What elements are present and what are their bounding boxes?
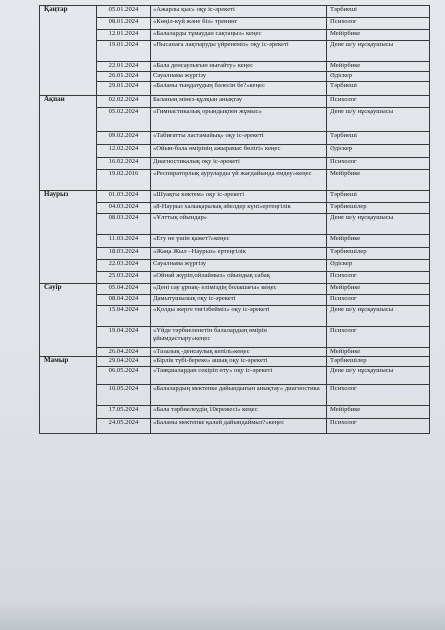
date-cell: 09.02.2024 [97,132,151,145]
month-cell: Мамыр [40,357,97,434]
date-cell: 12.01.2024 [97,30,151,41]
responsible-cell: Тәрбиеші [327,82,430,96]
date-cell: 08.04.2024 [97,295,151,306]
responsible-cell: Психолог [327,18,430,30]
event-cell: «Бірлік түбі-береке» ашық оқу іс-әрекеті [151,357,327,367]
table-row [40,284,430,295]
date-cell: 05.01.2024 [97,6,151,18]
date-cell: 22.01.2024 [97,62,151,72]
event-cell: Диагностикалық оқу іс-әрекеті [151,158,327,170]
responsible-cell: Әдіскер [327,72,430,82]
date-cell: 15.04.2024 [97,306,151,327]
date-cell: 05.02.2024 [97,108,151,132]
responsible-cell: Әдіскер [327,145,430,158]
date-cell: 12.02.2024 [97,145,151,158]
date-cell: 08.03.2024 [97,214,151,235]
event-cell: «Үйде тәрбиеленетін балалардың өмірін ұйымдастыру»кеңес [151,327,327,348]
event-cell: Сауалнама жүргізу [151,260,327,272]
table-row [40,170,430,191]
responsible-cell: Мейірбике [327,406,430,419]
table-row [40,419,430,434]
event-cell: «Бала денсаулығын нығайту» кеңес [151,62,327,72]
event-cell: «Балалардың мектепке дайындығын анықтау» диагностика [151,385,327,406]
date-cell: 26.04.2024 [97,348,151,357]
table-row [40,30,430,41]
event-cell: «Бала тәрбиелеудің 10ережесі» кеңес [151,406,327,419]
responsible-cell: Психолог [327,385,430,406]
date-cell: 01.03.2024 [97,191,151,203]
event-cell: «Егу не үшін қажет?»кеңес [151,235,327,248]
page-shadow [0,600,445,630]
event-cell: «Тазалық -денсаулық кепілі»кеңес [151,348,327,357]
event-cell: «Гимнастикалық орындықпен жұмыс» [151,108,327,132]
date-cell: 29.01.2024 [97,82,151,96]
date-cell: 05.04.2024 [97,284,151,295]
event-cell: «Қолды жерге тигізбейміз» оқу іс-әрекеті [151,306,327,327]
table-row [40,191,430,203]
event-cell: «Көңіл-күй және біз» тренинг [151,18,327,30]
responsible-cell: Мейірбике [327,235,430,248]
responsible-cell: Мейірбике [327,30,430,41]
date-cell: 19.02.2016 [97,170,151,191]
date-cell: 08.01.2024 [97,18,151,30]
table-row [40,108,430,132]
table-row [40,272,430,284]
event-cell: «Баланы мектепке қалай дайындаймыз?»кеңес [151,419,327,434]
responsible-cell: Тәрбиеші [327,191,430,203]
event-cell: «Респираторлық ауруларды үй жағдайында емдеу»кеңес [151,170,327,191]
table-row [40,82,430,96]
date-cell: 19.01.2024 [97,41,151,62]
date-cell: 10.05.2024 [97,385,151,406]
responsible-cell: Тәрбиешілер [327,357,430,367]
month-cell: Сәуір [40,284,97,357]
responsible-cell: Психолог [327,158,430,170]
table-row [40,327,430,348]
table-row [40,235,430,248]
table-row [40,357,430,367]
date-cell: 18.03.2024 [97,248,151,260]
date-cell: 04.03.2024 [97,203,151,214]
table-row [40,132,430,145]
date-cell: 25.03.2024 [97,272,151,284]
event-cell: «Табиғатты ластамайық» оқу іс-әрекеті [151,132,327,145]
event-cell: Дамытушылық оқу іс-әрекеті [151,295,327,306]
responsible-cell: Мейірбике [327,62,430,72]
date-cell: 16.02.2024 [97,158,151,170]
date-cell: 06.05.2024 [97,367,151,385]
event-cell: «Нысанаға лақтыруды үйренеміз» оқу іс-әрекеті [151,41,327,62]
responsible-cell: Психолог [327,272,430,284]
table-row [40,367,430,385]
responsible-cell: Дене ш/у нұсқаушысы [327,214,430,235]
responsible-cell: Тәрбиеші [327,132,430,145]
responsible-cell: Дене ш/у нұсқаушысы [327,108,430,132]
date-cell: 02.02.2024 [97,96,151,108]
table-row [40,62,430,72]
event-cell: Сауалнама жүргізу [151,72,327,82]
table-row [40,41,430,62]
table-row [40,406,430,419]
responsible-cell: Тәрбиеші [327,6,430,18]
table-row [40,158,430,170]
date-cell: 17.05.2024 [97,406,151,419]
responsible-cell: Психолог [327,96,430,108]
event-cell: «Ойын-бала өмірінің ажырамас бөлігі» кеңес [151,145,327,158]
event-cell: «Ұлттық ойындар» [151,214,327,235]
event-cell: «Дені сау ұрпақ- еліміздің болашағы» кеңес [151,284,327,295]
responsible-cell: Дене ш/у нұсқаушысы [327,367,430,385]
date-cell: 19.04.2024 [97,327,151,348]
responsible-cell: Психолог [327,295,430,306]
date-cell: 22.03.2024 [97,260,151,272]
table-row [40,295,430,306]
month-cell: Ақпан [40,96,97,191]
event-cell: «Ойнай жүріп,ойлаймыз» ойындық сабақ [151,272,327,284]
event-cell: «Таяқшалардан секіріп өту» оқу іс-әрекеті [151,367,327,385]
responsible-cell: Әдіскер [327,260,430,272]
responsible-cell: Дене ш/у нұсқаушысы [327,306,430,327]
table-row [40,214,430,235]
responsible-cell: Мейірбике [327,170,430,191]
events-table [39,5,430,434]
table-row [40,248,430,260]
event-cell: Баланың мінез-құлқын анықтау [151,96,327,108]
table-row [40,348,430,357]
responsible-cell: Мейірбике [327,348,430,357]
responsible-cell: Тәрбиешілер [327,248,430,260]
responsible-cell: Дене ш/у нұсқаушысы [327,41,430,62]
event-cell: «Шуақты көктем» оқу іс-әрекеті [151,191,327,203]
date-cell: 29.04.2024 [97,357,151,367]
table-row [40,18,430,30]
responsible-cell: Мейірбике [327,284,430,295]
table-row [40,6,430,18]
date-cell: 26.01.2024 [97,72,151,82]
table-row [40,306,430,327]
responsible-cell: Тәрбиешілер [327,203,430,214]
responsible-cell: Психолог [327,419,430,434]
table-row [40,203,430,214]
event-cell: «Балаларды тұмаудан сақтаңыз» кеңес [151,30,327,41]
event-cell: «Ажарлы қыс» оқу іс-әрекеті [151,6,327,18]
month-cell: Наурыз [40,191,97,284]
responsible-cell: Психолог [327,327,430,348]
date-cell: 11.03.2024 [97,235,151,248]
event-cell: «Баланы тыңдатудың бәлесін бе?»кеңес [151,82,327,96]
table-row [40,96,430,108]
month-cell: Қаңтар [40,6,97,96]
table-row [40,145,430,158]
event-cell: «8-Наурыз халықаралық әйелдер күні»ертеңгілік [151,203,327,214]
table-row [40,385,430,406]
date-cell: 24.05.2024 [97,419,151,434]
table-row [40,260,430,272]
event-cell: «Жаңа Жыл –Наурыз» ертеңгілік [151,248,327,260]
table-row [40,72,430,82]
